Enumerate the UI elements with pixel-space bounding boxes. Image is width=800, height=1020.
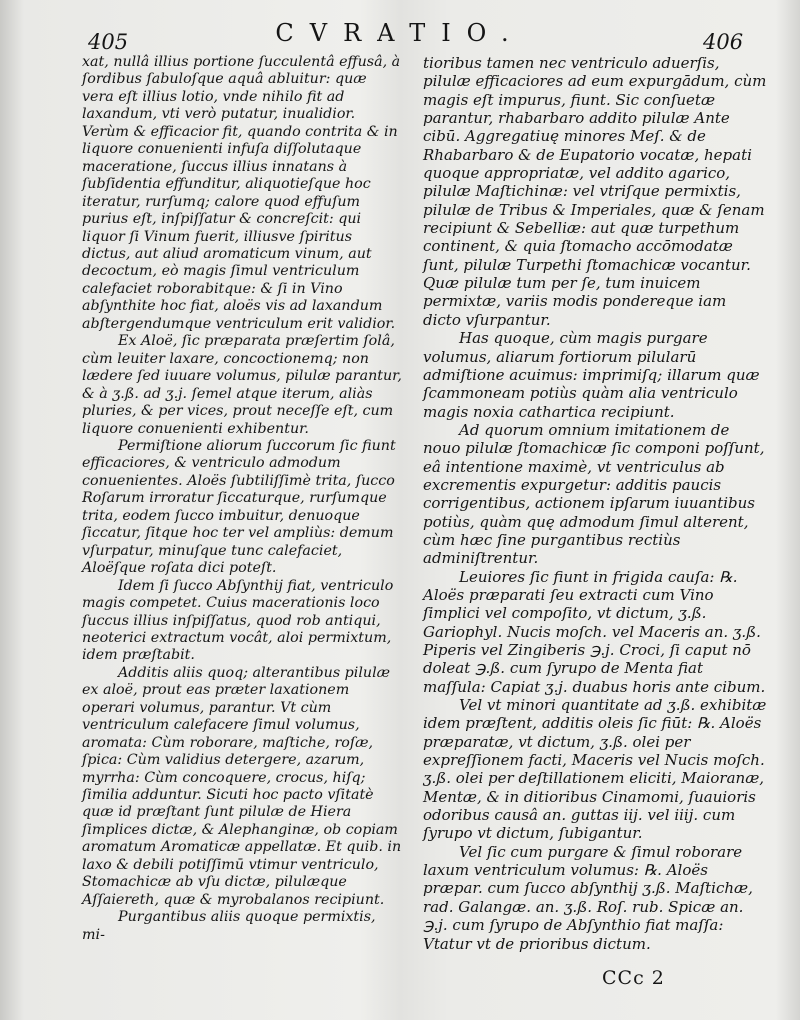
paragraph: Ad quorum omnium imitationem de nouo pilulæ ſtomachicæ ſic componi poſſunt, eâ intentione maximè, vt ventriculus ab excrementis expurgetur: additis paucis corrigentibus, actionem ipſarum iuuantibus potiùs, quàm quę admodum ſimul alterent, cùm hæc ſine purgantibus rectiùs adminiſtrentur.	[423, 420, 765, 568]
paragraph: Idem ſi ſucco Abſynthij fiat, ventriculo magis competet. Cuius macerationis loco ſuccus illius inſpiſſatus, quod rob antiqui, neoterici extractum vocât, aloi permixtum, idem præſtabit.	[82, 577, 394, 664]
left-text-column	[82, 54, 402, 944]
paragraph: Vel vt minori quantitate ad ʒ.ß. exhibitæ idem præſtent, additis oleis ſic fiūt: ℞. Aloës præparatæ, vt dictum, ʒ.ß. olei per expreſſionem facti, Maceris vel Nucis moſch. ʒ.ß. olei per deſtillationem eliciti, Maioranæ, Mentæ, & in ditioribus Cinamomi, ſuauioris odoribus causâ an. guttas iij. vel iiij. cum ſyrupo vt dictum, ſubigantur.	[423, 696, 767, 843]
paragraph: Permiſtione aliorum ſuccorum ſic fiunt efficaciores, & ventriculo admodum conuenientes. Aloës ſubtiliſſimè trita, ſucco Roſarum irroratur ſiccaturque, rurſumque trita, eodem ſucco imbuitur, denuoque ſiccatur, ſitque hoc ter vel ampliùs: demum vſurpatur, minuſque tunc calefaciet, Aloëſque roſata dici poteſt.	[82, 437, 396, 577]
paragraph: Vel ſic cum purgare & ſimul roborare laxum ventriculum volumus: ℞. Aloës præpar. cum ſucco abſynthij ʒ.ß. Maſtichæ, rad. Galangæ. an. ʒ.ß. Roſ. rub. Spicæ an. ℈.j. cum ſyrupo de Abſynthio fiat maſſa: Vtatur vt de prioribus dictum.	[423, 842, 753, 953]
paragraph: Ex Aloë, ſic præparata præſertim ſolâ, cùm leuiter laxare, concoctionemq; non lædere ſed iuuare volumus, pilulæ parantur, & à ʒ.ß. ad ʒ.j. ſemel atque iterum, aliàs pluries, & per vices, prout neceſſe eſt, cum liquore conuenienti exhibentur.	[82, 333, 402, 437]
page-number-left: 405	[88, 30, 129, 54]
signature-mark: CCc 2	[602, 967, 665, 989]
paragraph: xat, nullâ illius portione ſucculentâ effusâ, à ſordibus ſabuloſque aquâ abluitur: quæ vera eſt illius lotio, vnde nihilo fit ad laxandum, vti verò putatur, inualidior. Verùm & efficacior fit, quando contrita & in liquore conuenienti infuſa diſſolutaque maceratione, ſuccus illius innatans à ſubſidentia effunditur, aliquotieſque hoc iteratur, rurſumq; calore quod effuſum purius eſt, inſpiſſatur & concreſcit: qui liquor ſi Vinum fuerit, illiusve ſpiritus dictus, aut aliud aromaticum vinum, aut decoctum, eò magis ſimul ventriculum calefaciet roborabitque: & ſi in Vino abſynthite hoc fiat, aloës vis ad laxandum abſtergendumque ventriculum erit validior.	[82, 54, 401, 332]
paragraph: tioribus tamen nec ventriculo aduerſis, pilulæ efficaciores ad eum expurgādum, cùm magis eſt impurus, fiunt. Sic conſuetæ parantur, rhabarbaro addito pilulæ Ante cibū. Aggregatiuę minores Meſ. & de Rhabarbaro & de Eupatorio vocatæ, hepati quoque appropriatæ, vel addito agarico, pilulæ Maſtichinæ: vel vtriſque permixtis, pilulæ de Tribus & Imperiales, quæ & ſenam recipiunt & Sebelliæ: aut quæ turpethum continent, & quia ſtomacho accōmodatæ ſunt, pilulæ Turpethi ſtomachicæ vocantur. Quæ pilulæ tum per ſe, tum inuicem permixtæ, variis modis pondereque iam dicto vſurpantur.	[423, 54, 767, 329]
right-text-column	[423, 54, 768, 953]
paragraph: Has quoque, cùm magis purgare volumus, aliarum fortiorum pilularū admiſtione acuimus: imprimiſq; illarum quæ ſcammoneam potiùs quàm alia ventriculo magis noxia cathartica recipiunt.	[423, 329, 760, 421]
page-number-right: 406	[703, 30, 744, 54]
paragraph: Additis aliis quoq; alterantibus pilulæ ex aloë, prout eas præter laxationem operari volumus, parantur. Vt cùm ventriculum calefacere ſimul volumus, aromata: Cùm roborare, maſtiche, roſæ, ſpica: Cùm validius detergere, azarum, myrrha: Cùm concoquere, crocus, hiſq; ſimilia adduntur. Sicuti hoc pacto vſitatè quæ id præſtant ſunt pilulæ de Hiera ſimplices dictæ, & Alephanginæ, ob copiam aromatum Aromaticæ appellatæ. Et quib. in laxo & debili potiſſimū vtimur ventriculo, Stomachicæ ab vſu dictæ, pilulæque Aſſaiereth, quæ & myrobalanos recipiunt.	[82, 664, 402, 908]
paragraph: Leuiores ſic fiunt in frigida cauſa: ℞. Aloës præparati ſeu extracti cum Vino ſimplici vel compoſito, vt dictum, ʒ.ß. Gariophyl. Nucis moſch. vel Maceris an. ʒ.ß. Piperis vel Zingiberis ℈.j. Croci, ſi caput nō doleat ℈.ß. cum ſyrupo de Menta fiat maſſula: Capiat ʒ.j. duabus horis ante cibum.	[423, 567, 766, 696]
paragraph: Purgantibus aliis quoque permixtis, mi-	[82, 909, 376, 943]
running-title: CVRATIO.	[275, 19, 525, 47]
